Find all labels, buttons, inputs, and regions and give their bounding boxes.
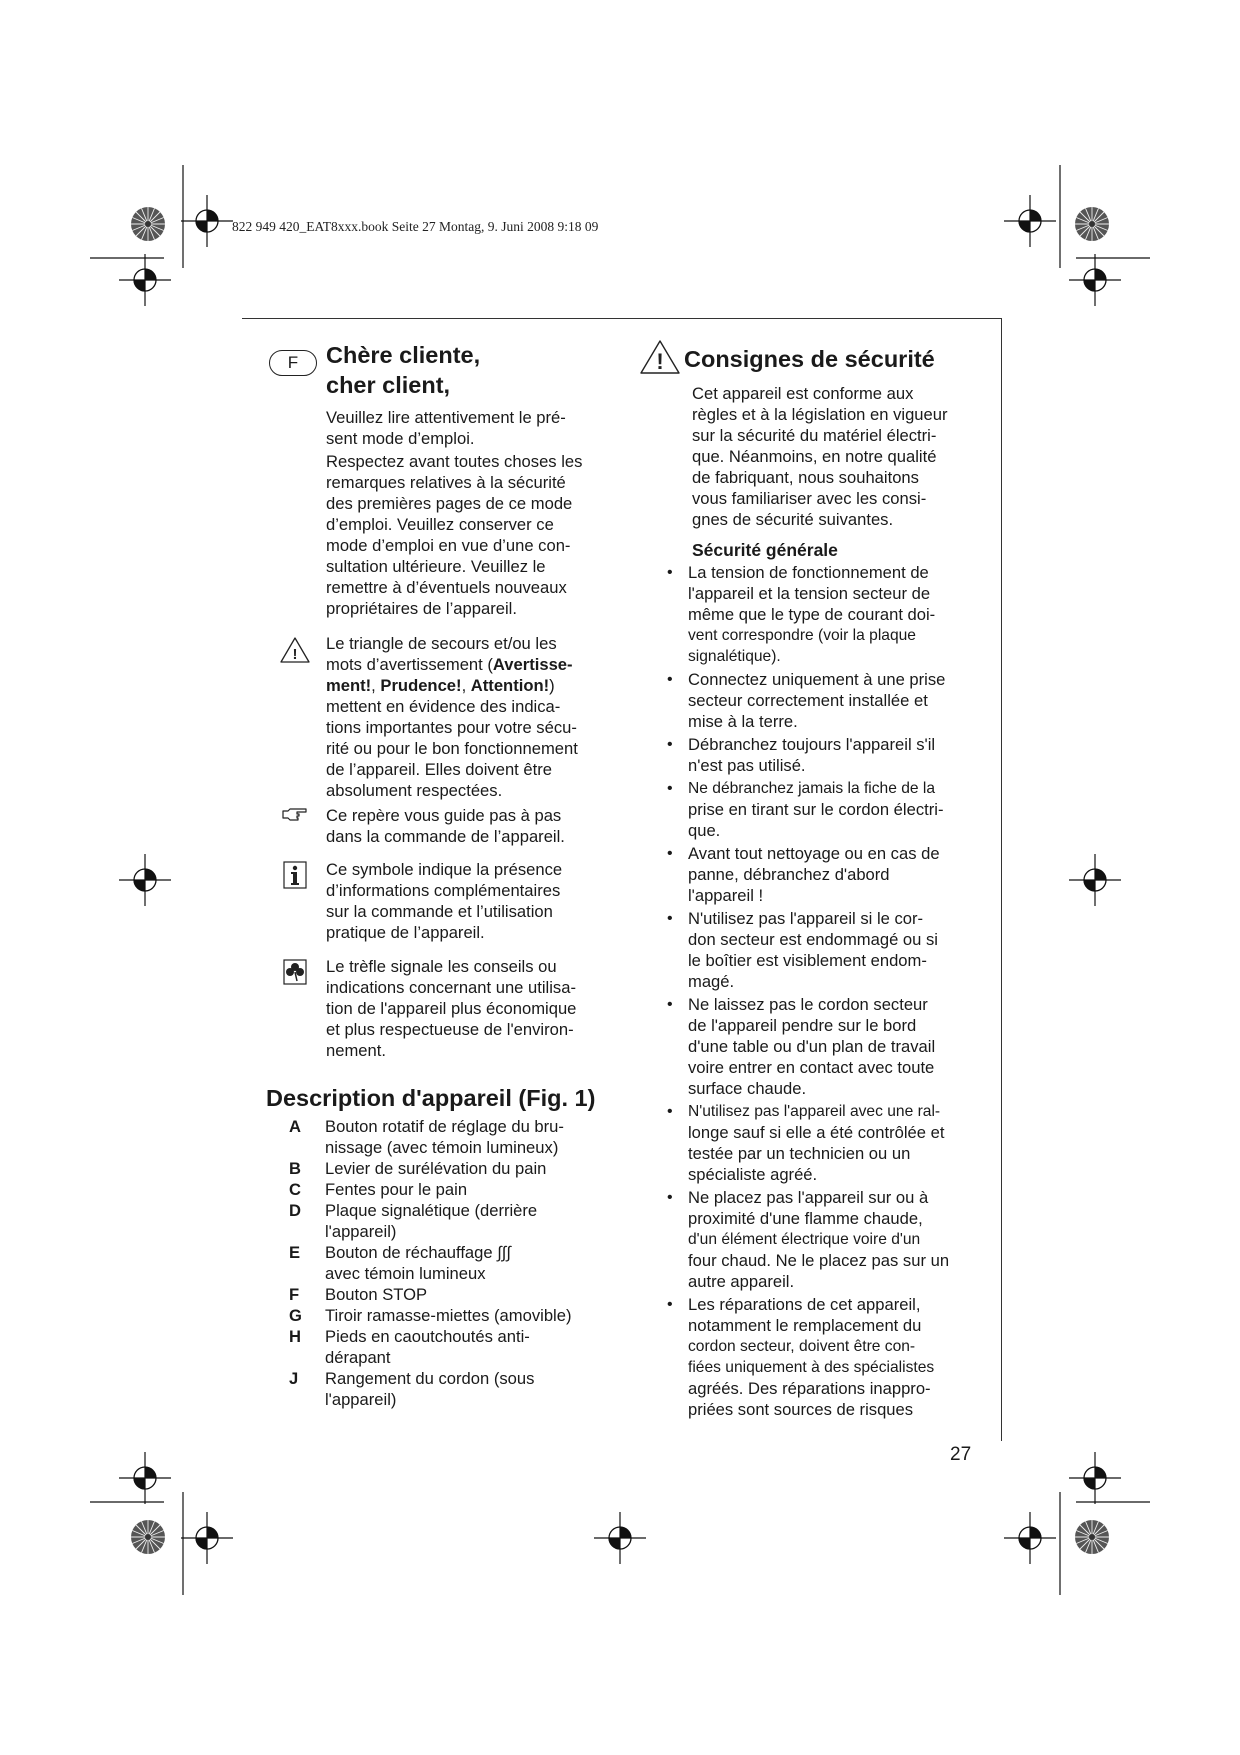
- safety-bullet-list: [662, 562, 949, 1420]
- list-item: F Bouton STOP: [289, 1285, 428, 1304]
- list-item: H Pieds en caoutchoutés anti- dérapant: [289, 1327, 530, 1367]
- registration-mark-bottom-right: [1004, 1452, 1150, 1595]
- list-item: B Levier de surélévation du pain: [289, 1159, 547, 1178]
- page-number: 27: [950, 1444, 972, 1465]
- warning-note: Le triangle de secours et/ou les mots d’avertissement (Avertisse- ment!, Prudence!, Attention!) mettent en évidence des indica- tions importantes pour votre sécu- rité ou pour le bon fonctionnement de l’appareil. Elles doivent être absolument respectées.: [326, 634, 578, 800]
- list-item: G Tiroir ramasse-miettes (amovible): [289, 1306, 572, 1325]
- list-item: A Bouton rotatif de réglage du bru- nissage (avec témoin lumineux): [289, 1117, 564, 1157]
- greeting-title-line-1: Chère cliente,: [326, 342, 481, 368]
- list-item: J Rangement du cordon (sous l'appareil): [289, 1369, 535, 1409]
- registration-mark-bottom-center: [594, 1512, 646, 1564]
- hand-note: Ce repère vous guide pas à pas dans la commande de l’appareil.: [326, 806, 565, 846]
- safety-intro: Cet appareil est conforme aux règles et à la législation en vigueur sur la sécurité du matériel électri- que. Néanmoins, en notre qualité de fabriquant, nous souhaitons vous familiariser avec les consi- gnes de sécurité suivantes.: [692, 384, 948, 529]
- list-item: • Ne laissez pas le cordon secteur de l'appareil pendre sur le bord d'une table ou d'un plan de travail voire entrer en contact avec toute surface chaude.: [662, 994, 949, 1099]
- list-item: • Connectez uniquement à une prise secteur correctement installée et mise à la terre.: [662, 669, 949, 732]
- clover-icon: [283, 959, 307, 985]
- greeting-title-line-2: cher client,: [326, 372, 451, 398]
- language-badge: F: [269, 350, 317, 376]
- registration-mark-mid-left: [119, 854, 171, 906]
- list-item: • La tension de fonctionnement de l'appareil et la tension secteur de même que le type de courant doi- vent correspondre (voir la plaque signalétique).: [662, 562, 949, 667]
- list-item: • N'utilisez pas l'appareil avec une ral- longe sauf si elle a été contrôlée et testée par un technicien ou un spécialiste agréé.: [662, 1101, 949, 1185]
- list-item: • Avant tout nettoyage ou en cas de panne, débranchez d'abord l'appareil !: [662, 843, 949, 906]
- list-item: • Débranchez toujours l'appareil s'il n'est pas utilisé.: [662, 734, 949, 776]
- general-safety-title: Sécurité générale: [692, 540, 838, 560]
- pointing-hand-icon: [281, 805, 309, 823]
- greeting-title: [326, 340, 480, 400]
- list-item: E Bouton de réchauffage ∫∫∫ avec témoin lumineux: [289, 1243, 511, 1283]
- list-item: • Ne placez pas l'appareil sur ou à proximité d'une flamme chaude, d'un élément électrique voire d'un four chaud. Ne le placez pas sur un autre appareil.: [662, 1187, 949, 1292]
- info-icon: [283, 861, 307, 889]
- registration-mark-top-right: [1004, 165, 1150, 306]
- frame-top-rule: [242, 318, 1001, 319]
- description-list: [287, 1116, 572, 1410]
- eco-note: Le trèfle signale les conseils ou indications concernant une utilisa- tion de l'appareil plus économique et plus respectueuse de l'environ- nement.: [326, 957, 577, 1060]
- print-header: 822 949 420_EAT8xxx.book Seite 27 Montag, 9. Juni 2008 9:18 09: [232, 219, 599, 234]
- list-item: • N'utilisez pas l'appareil si le cor- don secteur est endommagé ou si le boîtier est visiblement endom- magé.: [662, 908, 949, 992]
- registration-mark-bottom-left: [90, 1452, 233, 1595]
- registration-mark-mid-right: [1069, 854, 1121, 906]
- registration-mark-top-left: [90, 165, 233, 306]
- list-item: D Plaque signalétique (derrière l'appareil): [289, 1201, 538, 1241]
- list-item: • Ne débranchez jamais la fiche de la prise en tirant sur le cordon électri- que.: [662, 778, 949, 841]
- svg-text:!: !: [292, 646, 298, 663]
- intro-paragraph-2: Respectez avant toutes choses les remarques relatives à la sécurité des premières pages de ce mode d’emploi. Veuillez conserver ce mode d’emploi en vue d’une con- sultation ultérieure. Veuillez le remettre à d’éventuels nouveaux propriétaires de l’appareil.: [326, 452, 583, 618]
- list-item: • Les réparations de cet appareil, notamment le remplacement du cordon secteur, doivent être con- fiées uniquement à des spécialistes agréés. Des réparations inappro- priées sont sources de risques: [662, 1294, 949, 1420]
- intro-paragraph-1: Veuillez lire attentivement le pré- sent mode d’emploi.: [326, 408, 566, 448]
- info-note: Ce symbole indique la présence d’informations complémentaires sur la commande et l’utilisation pratique de l’appareil.: [326, 860, 563, 942]
- svg-text:!: !: [656, 349, 664, 374]
- frame-right-rule: [1001, 318, 1002, 1441]
- list-item: C Fentes pour le pain: [289, 1180, 468, 1199]
- description-title: Description d'appareil (Fig. 1): [266, 1085, 596, 1111]
- warning-triangle-icon: [279, 636, 311, 664]
- safety-title: Consignes de sécurité: [684, 346, 935, 372]
- safety-warning-triangle-icon: [638, 338, 682, 376]
